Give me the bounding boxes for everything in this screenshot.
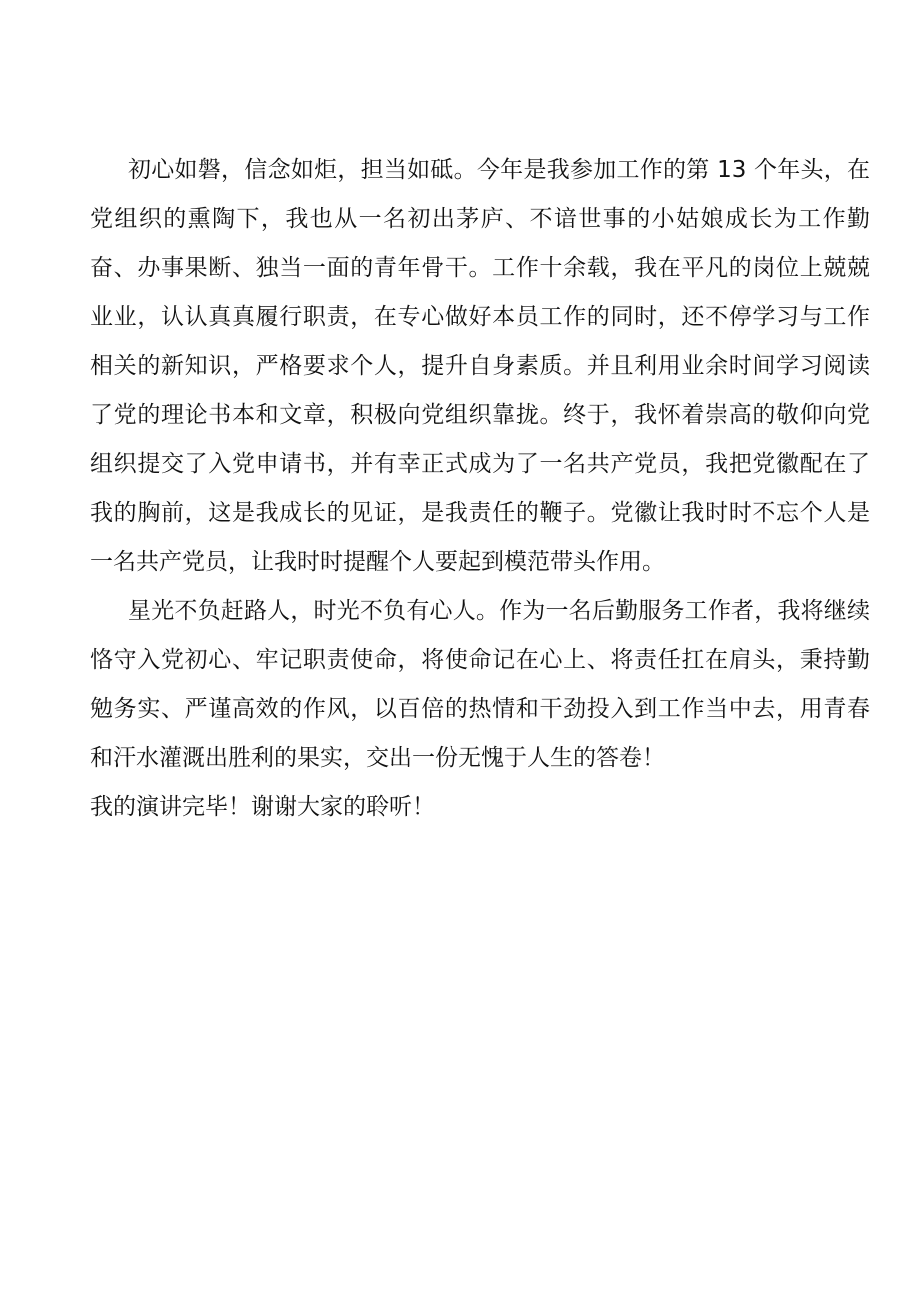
paragraph-intro: 初心如磐，信念如炬，担当如砥。今年是我参加工作的第 13 个年头，在党组织的熏陶下，我也从一名初出茅庐、不谙世事的小姑娘成长为工作勤奋、办事果断、独当一面的青年骨干。工作十余载，我在平凡的岗位上兢兢业业，认认真真履行职责，在专心做好本员工作的同时，还不停学习与工作相关的新知识，严格要求个人，提升自身素质。并且利用业余时间学习阅读了党的理论书本和文章，积极向党组织靠拢。终于，我怀着崇高的敬仰向党组织提交了入党申请书，并有幸正式成为了一名共产党员，我把党徽配在了我的胸前，这是我成长的见证，是我责任的鞭子。党徽让我时时不忘个人是一名共产党员，让我时时提醒个人要起到模范带头作用。 xyxy=(90,157,870,575)
document-body xyxy=(90,146,870,832)
paragraph-commitment: 星光不负赶路人，时光不负有心人。作为一名后勤服务工作者，我将继续恪守入党初心、牢记职责使命，将使命记在心上、将责任扛在肩头，秉持勤勉务实、严谨高效的作风，以百倍的热情和干劲投入到工作当中去，用青春和汗水灌溉出胜利的果实，交出一份无愧于人生的答卷！ xyxy=(90,598,870,771)
paragraph-closing: 我的演讲完毕！谢谢大家的聆听！ xyxy=(90,794,435,820)
